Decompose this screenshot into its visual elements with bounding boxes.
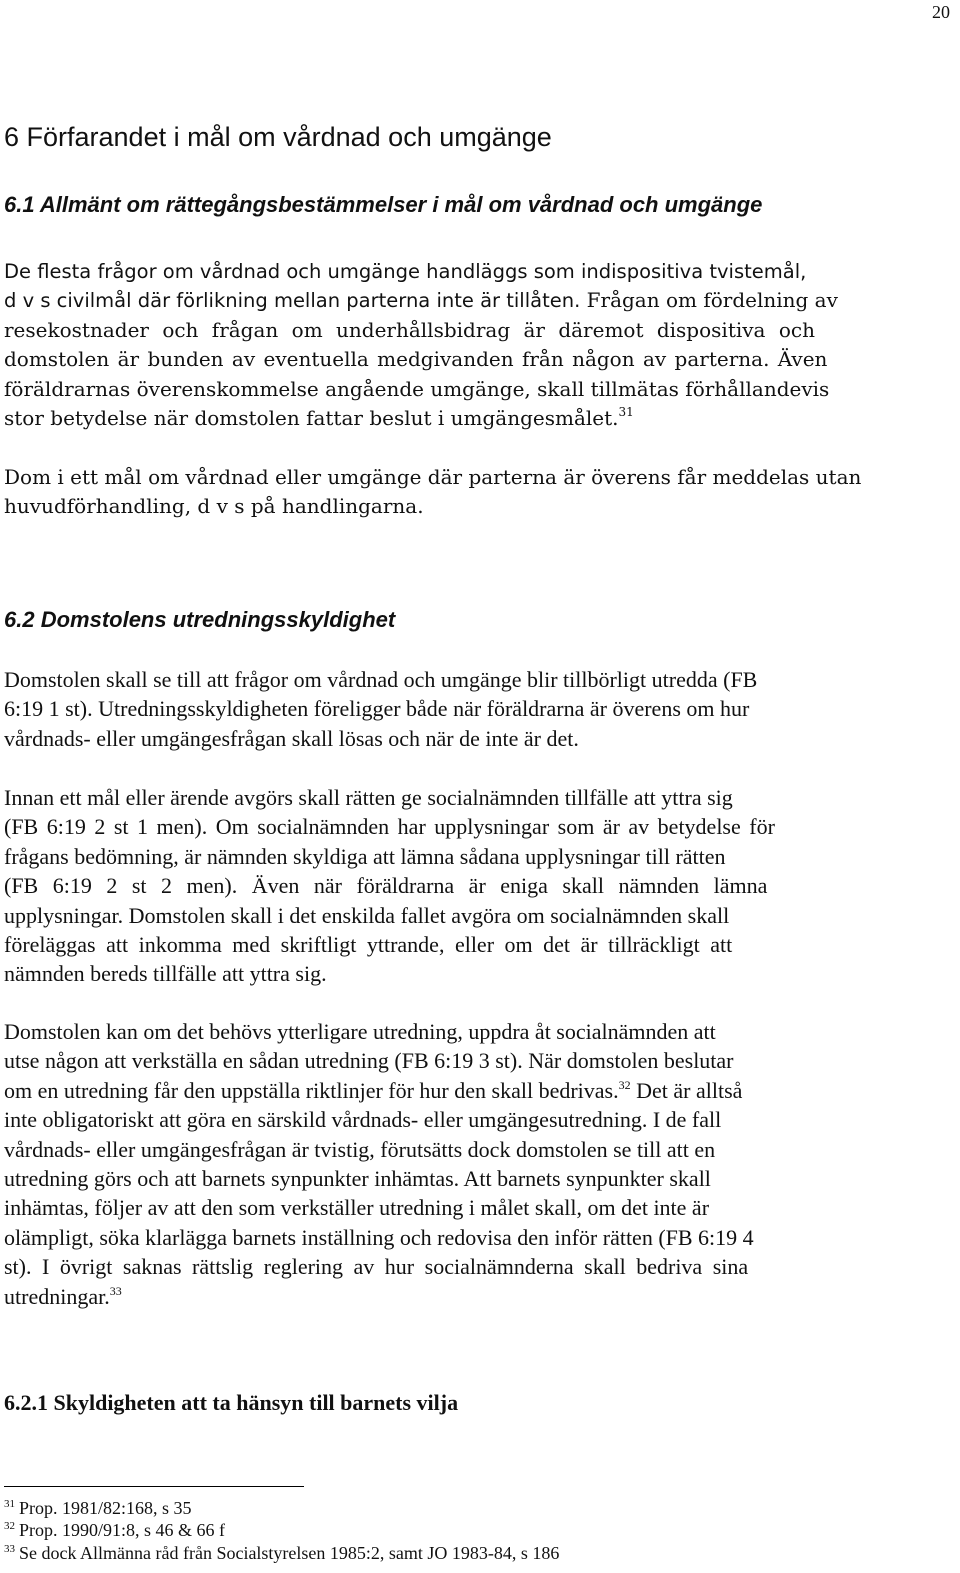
paragraph-3 <box>4 665 954 753</box>
paragraph-line-part: utredningar. <box>4 1283 110 1309</box>
paragraph-line: domstolen är bunden av eventuella medgivanden från någon av parterna. Även <box>4 347 828 372</box>
footnote-ref-31: 31 <box>618 405 634 420</box>
paragraph-line: Innan ett mål eller ärende avgörs skall rätten ge socialnämnden tillfälle att yttra sig <box>4 785 733 810</box>
paragraph-line: vårdnads- eller umgängesfrågan är tvistig, förutsätts dock domstolen se till att en <box>4 1136 716 1162</box>
section-heading-6-2: 6.2 Domstolens utredningsskyldighet <box>4 607 396 632</box>
footnote-ref-32: 32 <box>618 1077 631 1092</box>
footnote-separator <box>4 1486 304 1487</box>
paragraph-line: (FB 6:19 2 st 1 men). Om socialnämnden har upplysningar som är av betydelse för <box>4 814 775 840</box>
paragraph-line: frågans bedömning, är nämnden skyldiga att lämna sådana upplysningar till rätten <box>4 843 726 869</box>
footnote-32 <box>4 1520 225 1541</box>
footnote-31 <box>4 1498 192 1519</box>
footnote-text: Prop. 1981/82:168, s 35 <box>19 1498 192 1518</box>
paragraph-line: föreläggas att inkomma med skriftligt yttrande, eller om det är tillräckligt att <box>4 932 733 958</box>
paragraph-line-part: stor betydelse när domstolen fattar beslut i umgängesmålet. <box>4 406 619 431</box>
section-heading-6-1: 6.1 Allmänt om rättegångsbestämmelser i mål om vårdnad och umgänge <box>4 192 763 217</box>
footnote-number: 31 <box>4 1498 15 1510</box>
chapter-heading: 6 Förfarandet i mål om vårdnad och umgänge <box>4 122 552 152</box>
paragraph-line: utse någon att verkställa en sådan utredning (FB 6:19 3 st). När domstolen beslutar <box>4 1048 734 1074</box>
page-number: 20 <box>932 2 950 22</box>
paragraph-line: olämpligt, söka klarlägga barnets inställning och redovisa den inför rätten (FB 6:19 4 <box>4 1224 754 1250</box>
paragraph-2 <box>4 463 954 522</box>
paragraph-line: utredning görs och att barnets synpunkter inhämtas. Att barnets synpunkter skall <box>4 1166 711 1192</box>
paragraph-line: inte obligatoriskt att göra en särskild vårdnads- eller umgängesutredning. I de fall <box>4 1107 722 1133</box>
paragraph-1 <box>4 257 954 433</box>
paragraph-line-part: Frågan om fördelning av <box>580 288 838 313</box>
footnote-ref-33: 33 <box>109 1283 122 1298</box>
paragraph-line: Domstolen skall se till att frågor om vårdnad och umgänge blir tillbörligt utredda (FB <box>4 667 758 692</box>
footnote-33 <box>4 1543 559 1564</box>
paragraph-line: st). I övrigt saknas rättslig reglering av hur socialnämnderna skall bedriva sina <box>4 1254 749 1280</box>
paragraph-4 <box>4 783 954 989</box>
paragraph-line <box>4 1076 954 1105</box>
paragraph-line: Dom i ett mål om vårdnad eller umgänge där parterna är överens får meddelas utan <box>4 465 862 489</box>
paragraph-line <box>4 1282 954 1311</box>
subsection-heading-6-2-1: 6.2.1 Skyldigheten att ta hänsyn till barnets vilja <box>4 1390 459 1415</box>
paragraph-line-part: Det är alltså <box>630 1077 743 1103</box>
paragraph-line: huvudförhandling, d v s på handlingarna. <box>4 494 424 519</box>
paragraph-line: inhämtas, följer av att den som verkställer utredning i målet skall, om det inte är <box>4 1195 710 1221</box>
paragraph-line <box>4 404 954 433</box>
paragraph-line: De flesta frågor om vårdnad och umgänge handläggs som indispositiva tvistemål, <box>4 260 807 283</box>
paragraph-line: föräldrarnas överenskommelse angående umgänge, skall tillmätas förhållandevis <box>4 376 830 401</box>
paragraph-line <box>4 286 954 315</box>
paragraph-line: resekostnader och frågan om underhållsbidrag är däremot dispositiva och <box>4 317 815 342</box>
footnote-number: 33 <box>4 1543 15 1555</box>
paragraph-line: nämnden bereds tillfälle att yttra sig. <box>4 961 327 987</box>
footnote-text: Se dock Allmänna råd från Socialstyrelsen 1985:2, samt JO 1983-84, s 186 <box>19 1543 560 1563</box>
footnote-text: Prop. 1990/91:8, s 46 & 66 f <box>19 1520 226 1540</box>
paragraph-line: upplysningar. Domstolen skall i det enskilda fallet avgöra om socialnämnden skall <box>4 902 730 928</box>
paragraph-line-part: om en utredning får den uppställa riktlinjer för hur den skall bedrivas. <box>4 1077 619 1103</box>
paragraph-line: 6:19 1 st). Utredningsskyldigheten föreligger både när föräldrarna är överens om hur <box>4 696 750 722</box>
paragraph-line-part: d v s civilmål där förlikning mellan parterna inte är tillåten. <box>4 289 581 313</box>
footnote-number: 32 <box>4 1520 15 1532</box>
paragraph-line: vårdnads- eller umgängesfrågan skall lösas och när de inte är det. <box>4 725 579 751</box>
paragraph-line: (FB 6:19 2 st 2 men). Även när föräldrarna är eniga skall nämnden lämna <box>4 873 768 899</box>
paragraph-line: Domstolen kan om det behövs ytterligare utredning, uppdra åt socialnämnden att <box>4 1019 716 1044</box>
paragraph-5 <box>4 1017 954 1311</box>
